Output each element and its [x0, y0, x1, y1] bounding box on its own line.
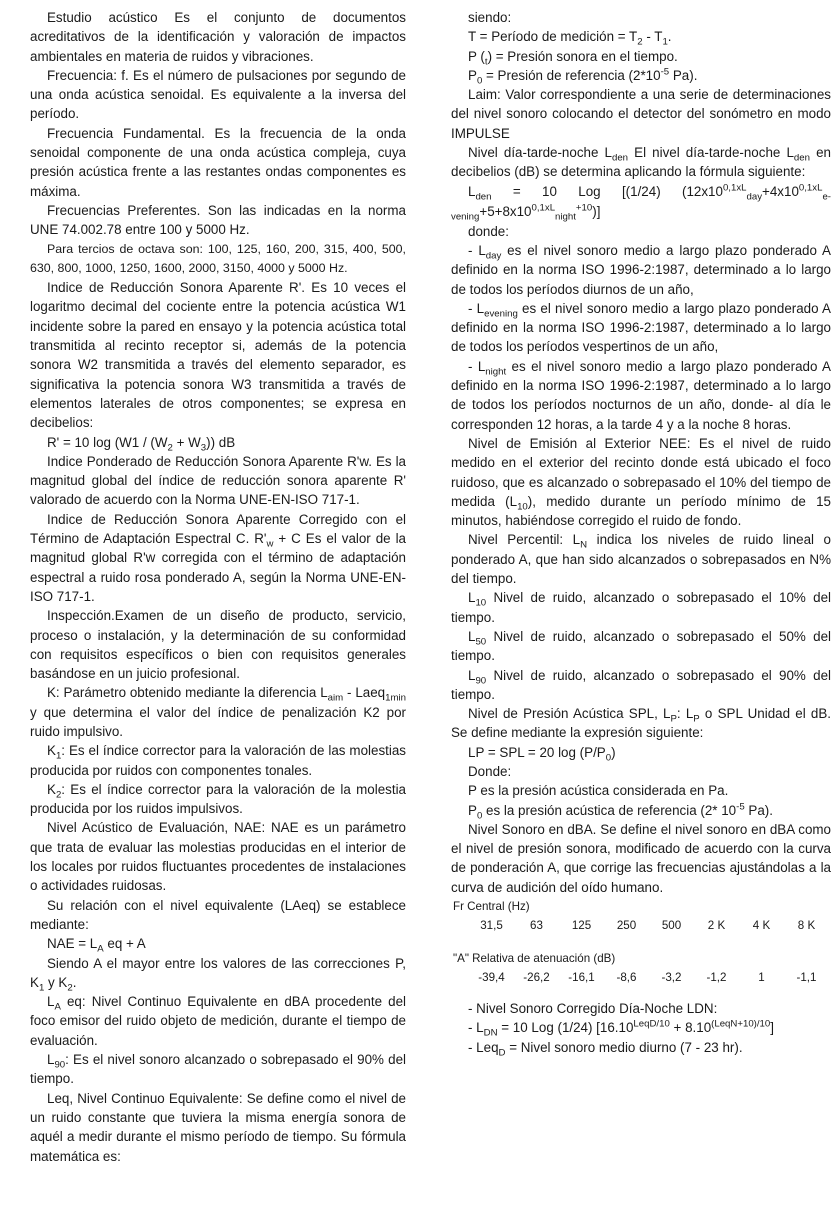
table-freq-label: Fr Central (Hz) — [453, 900, 530, 914]
paragraph-frecuencia: Frecuencia: f. Es el número de pulsaciones por segundo de una onda acústica senoidal. Es equivalente a la inversa del período. — [30, 67, 406, 122]
paragraph-lnight: - $L_{night}$ es el nivel sonoro medio a largo plazo ponderado A definido en la norma ISO 1996-2:1987, determinado a lo largo de todos los períodos nocturnos de un año, donde- al día le corresponden 12 horas, a la tarde 4 y a la noche 8 horas. — [451, 358, 831, 432]
formula-lden: $L_{den} = 10$ Log [(1/24) $(12x10^{0,1xL}_{day}+4x10^{0,1xL}_{e-vening}+5+8x10^{0,1xL}_{night}^{+10})$] — [451, 182, 831, 223]
paragraph-inspeccion: Inspección.Examen de un diseño de producto, servicio, proceso o instalación, y la determinación de su conformidad con requisitos específicos o bien con requisitos generales basándose en un juicio profesional. — [30, 608, 406, 682]
attenuation-table — [451, 899, 831, 987]
paragraph-indice-ponderado: Indice Ponderado de Reducción Sonora Aparente R'w. Es la magnitud global del índice de reducción sonora aparente R' valorado de acuerdo con la Norma UNE-EN-ISO 717-1. — [30, 453, 406, 508]
text-p-presion: P es la presión acústica considerada en Pa. — [468, 783, 729, 799]
table-cell: 63 — [530, 919, 543, 933]
table-cell: -1,1 — [796, 971, 817, 985]
paragraph-nee: Nivel de Emisión al Exterior NEE: Es el nivel de ruido medido en el exterior del recinto donde está ubicado el foco ruidoso, que es alcanzado o sobrepasado el 10% del tiempo de medida $(L_{10})$, medido durante un período mínimo de 15 minutos, habiéndose corregido el ruido de fondo. — [451, 435, 832, 529]
paragraph-l10: $L_{10}$ Nivel de ruido, alcanzado o sobrepasado el 10% del tiempo. — [451, 590, 831, 625]
table-cell: -16,1 — [568, 971, 595, 985]
formula-r-prime: R' = 10 $\log (W1 / (W_2 + W_3))$ dB — [47, 434, 236, 454]
paragraph-leq: Leq, Nivel Continuo Equivalente: Se define como el nivel de un ruido constante que tuviera la misma energía sonora de aquél a medir durante el mismo período de tiempo. Su fórmula matemática es: — [30, 1090, 406, 1164]
paragraph-tercios-octava: Para tercios de octava son: 100, 125, 160, 200, 315, 400, 500, 630, 800, 1000, 1250, 1600, 2000, 3150, 4000 y 5000 Hz. — [30, 241, 406, 275]
text-donde-2: Donde: — [468, 763, 512, 779]
paragraph-l90: $L_{90}$: Es el nivel sonoro alcanzado o sobrepasado el 90% del tiempo. — [30, 1052, 406, 1087]
paragraph-l50: $L_{50}$ Nivel de ruido, alcanzado o sobrepasado el 50% del tiempo. — [451, 628, 831, 664]
paragraph-laim: Laim: Valor correspondiente a una serie de determinaciones del nivel sonoro colocando el detector del sonómetro en modo IMPULSE — [451, 87, 831, 141]
table-cell: -26,2 — [523, 971, 550, 985]
paragraph-spl: Nivel de Presión Acústica SPL, $L_P$: $L_P$ o SPL Unidad el dB. Se define mediante la expresión siguiente: — [451, 706, 832, 741]
formula-presion-referencia: $P_0$ = Presión de referencia ($2*10^{-5}$ Pa). — [468, 66, 698, 87]
text-siendo: siendo: — [468, 10, 512, 25]
table-cell: -1,2 — [706, 971, 727, 985]
paragraph-percentil: Nivel Percentil: $L_N$ indica los niveles de ruido lineal o ponderado A, que han sido alcanzados o sobrepasados en N% del tiempo. — [451, 532, 831, 587]
table-cell: 31,5 — [480, 919, 503, 933]
paragraph-frecuencia-fundamental: Frecuencia Fundamental. Es la frecuencia de la onda senoidal componente de una onda acústica compleja, cuya presión acústica frente a las restantes ondas componentes es máxima. — [30, 125, 406, 199]
paragraph-nivel-dba: Nivel Sonoro en dBA. Se define el nivel sonoro en dBA como el nivel de presión sonora, modificado de acuerdo con la curva de ponderación A, que corrige las frecuencias ajustándolas a la curva de audición del oído humano. — [451, 821, 831, 895]
paragraph-ldn-title: - Nivel Sonoro Corregido Día-Noche LDN: — [468, 1001, 718, 1017]
formula-spl: LP = SPL = 20 $\log (P/P_0)$ — [468, 744, 616, 764]
paragraph-indice-corregido: Indice de Reducción Sonora Aparente Corregido con el Término de Adaptación Espectral C. $R'_w + C$ Es el valor de la magnitud global R'w corregida con el término de adaptación espectral a ruido rosa ponderado A, según la Norma UNE-EN-ISO 717-1. — [30, 511, 406, 604]
table-cell: 125 — [571, 919, 592, 933]
formula-nae: NAE = $L_A$ eq + A — [47, 936, 146, 955]
paragraph-nae: Nivel Acústico de Evaluación, NAE: NAE es un parámetro que trata de evaluar las molestias producidas en el interior de los locales por ruidos fluctuantes procedentes de instalaciones o actividades ruidosas. — [30, 820, 406, 894]
paragraph-l90-right: $L_{90}$ Nivel de ruido, alcanzado o sobrepasado el 90% del tiempo. — [451, 667, 831, 702]
paragraph-k1: $K_1$: Es el índice corrector para la valoración de las molestias producida por ruidos con componentes tonales. — [30, 743, 406, 778]
paragraph-la-eq: $L_A$ eq: Nivel Continuo Equivalente en dBA procedente del foco emisor del ruido objeto de medición, durante el tiempo de evaluación. — [30, 994, 406, 1048]
right-column — [451, 8, 831, 1058]
table-atten-label: "A" Relativa de atenuación (dB) — [453, 952, 616, 966]
table-cell: 500 — [661, 919, 682, 933]
paragraph-k-parametro: K: Parámetro obtenido mediante la diferencia $L_{aim}$ - Laeq$_{1min}$ y que determina el valor del índice de penalización K2 por ruido impulsivo. — [30, 685, 406, 739]
paragraph-indice-reduccion: Indice de Reducción Sonora Aparente R'. Es 10 veces el logaritmo decimal del cociente entre la potencia acústica W1 incidente sobre la pared en ensayo y la potencia acústica total transmitida al recinto receptor si, además de la potencia sonora W2 transmitida a través del elemento separador, es significativa la potencia sonora W3 transmitida a través de elementos laterales de otros componentes; se expresa en decibelios: — [30, 280, 406, 431]
left-column — [30, 8, 406, 1166]
paragraph-k2: $K_2$: Es el índice corrector para la valoración de la molestia producida por los ruidos impulsivos. — [30, 781, 406, 817]
paragraph-estudio-acustico: Estudio acústico Es el conjunto de documentos acreditativos de la identificación y valoración de impactos ambientales en materia de ruidos y vibraciones. — [30, 10, 406, 64]
table-cell: -3,2 — [661, 971, 682, 985]
table-cell: 2 K — [707, 919, 726, 933]
paragraph-lday: - $L_{day}$ es el nivel sonoro medio a largo plazo ponderado A definido en la norma ISO 1996-2:1987, determinado a lo largo de todos los períodos diurnos de un año, — [451, 242, 831, 297]
table-cell: -8,6 — [616, 971, 637, 985]
paragraph-leqd: - Leq$_D$ = Nivel sonoro medio diurno (7 - 23 hr). — [468, 1040, 743, 1060]
paragraph-relacion-laeq: Su relación con el nivel equivalente (LAeq) se establece mediante: — [30, 897, 406, 932]
table-cell: -39,4 — [478, 971, 505, 985]
table-cell: 4 K — [752, 919, 771, 933]
paragraph-levening: - $L_{evening}$ es el nivel sonoro medio a largo plazo ponderado A definido en la norma ISO 1996-2:1987, determinado a lo largo de todos los períodos vespertinos de un año, — [451, 300, 831, 355]
table-atten-row — [451, 969, 831, 987]
paragraph-frecuencias-preferentes: Frecuencias Preferentes. Son las indicadas en la norma UNE 74.002.78 entre 100 y 5000 Hz. — [30, 202, 406, 238]
paragraph-siendo-a: Siendo A el mayor entre los valores de las correcciones P, $K_1$ y $K_2$. — [30, 955, 406, 994]
formula-ldn: - $L_{DN} = 10$ Log (1/24) $[16.10^{LeqD/10} + 8.10^{(LeqN+10)/10}]$ — [468, 1018, 775, 1040]
text-donde: donde: — [468, 223, 509, 239]
formula-presion-tiempo: P $(_t)$ = Presión sonora en el tiempo. — [468, 48, 678, 68]
text-p0-referencia: $P_0$ es la presión acústica de referencia (2* $10^{-5}$ Pa). — [468, 801, 773, 822]
paragraph-lden: Nivel día-tarde-noche $L_{den}$ El nivel día-tarde-noche $L_{den}$ en decibelios (dB) se determina aplicando la fórmula siguiente: — [451, 145, 831, 180]
table-cell: 8 K — [797, 919, 816, 933]
table-cell: 1 — [758, 971, 765, 985]
table-cell: 250 — [616, 919, 637, 933]
formula-periodo: T = Período de medición = $T_2 - T_1$. — [468, 29, 672, 48]
table-freq-row — [451, 917, 831, 935]
